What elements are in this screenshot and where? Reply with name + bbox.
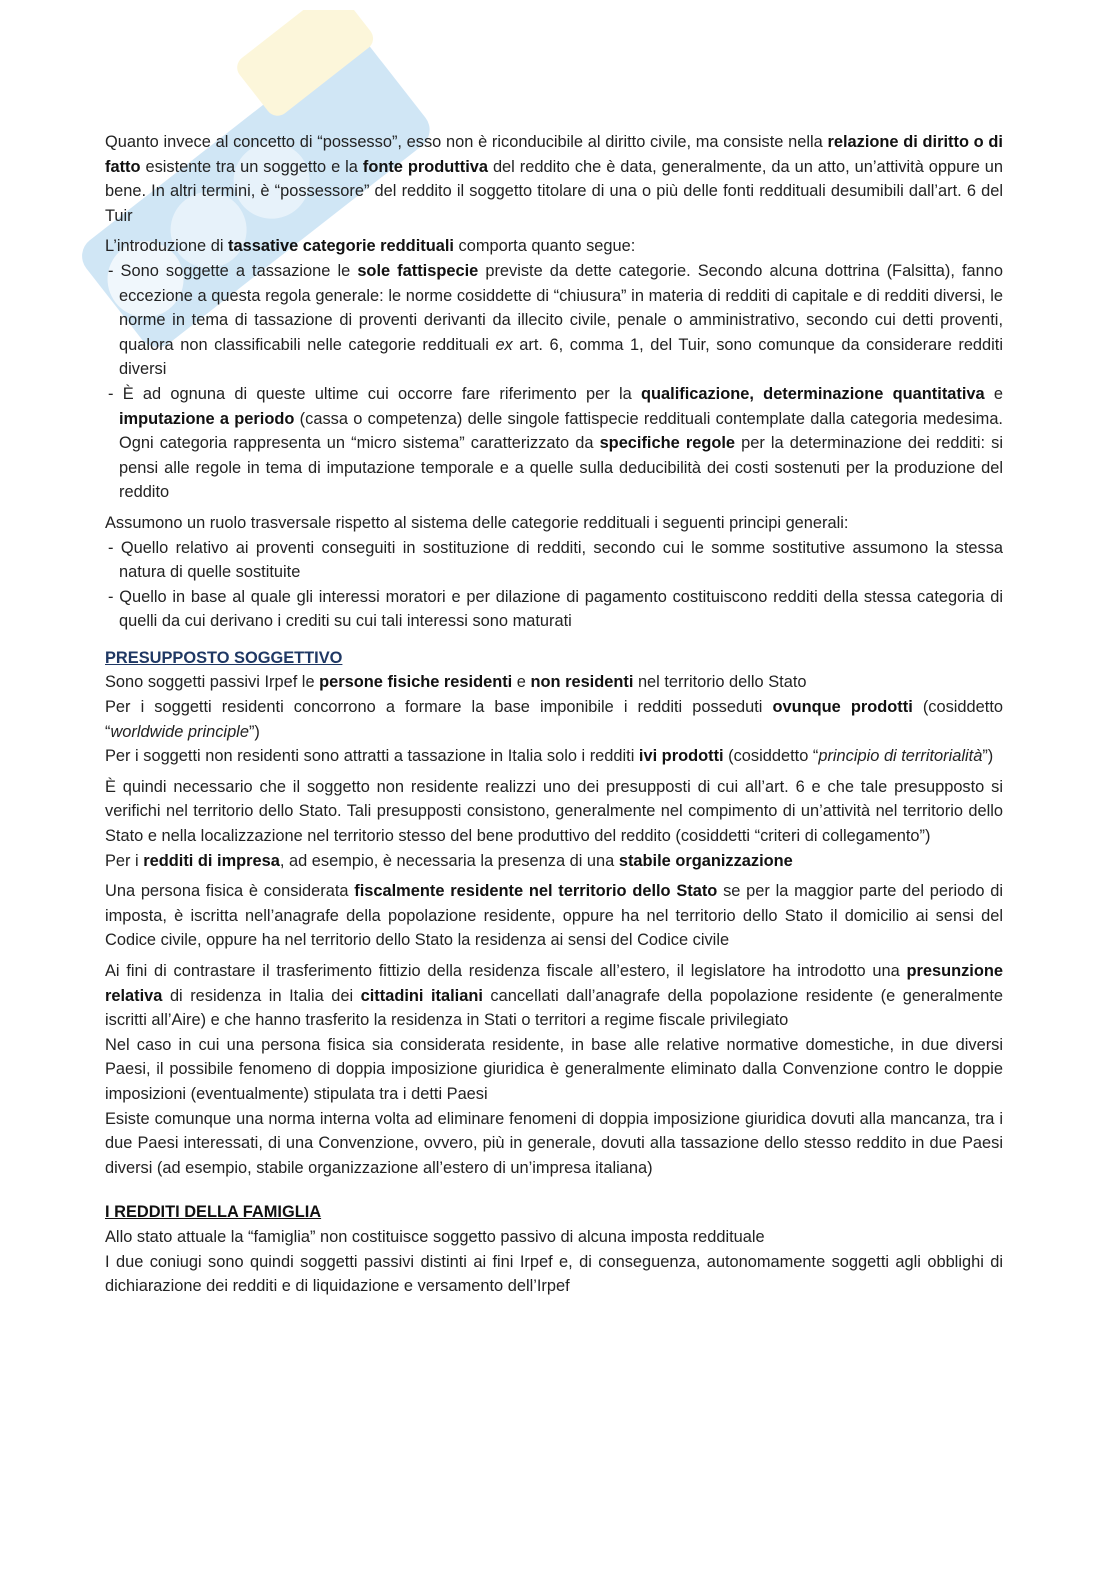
paragraph-possesso: Quanto invece al concetto di “possesso”, esso non è riconducibile al diritto civile, ma consiste nella relazione di diritto o di fatto esistente tra un soggetto e la fonte produttiva del reddito che è data, generalmente, da un atto, un’attività oppure un bene. In altri termini, è “possessore” del reddito il soggetto titolare di una o più delle fonti reddituali desumibili dall’art. 6 del Tuir [105, 133, 1003, 225]
paragraph-famiglia: Allo stato attuale la “famiglia” non costituisce soggetto passivo di alcuna imposta reddituale [105, 1227, 765, 1246]
paragraph-redditi-impresa: Per i redditi di impresa, ad esempio, è necessaria la presenza di una stabile organizzazione [105, 851, 793, 870]
list-item: - Sono soggette a tassazione le sole fattispecie previste da dette categorie. Secondo alcuna dottrina (Falsitta), fanno eccezione a questa regola generale: le norme cosiddette di “chiusura” in materia di redditi di capitale e di redditi diversi, le norme in tema di tassazione di proventi derivanti da illecito civile, penale o amministrativo, secondo cui detti proventi, qualora non classificabili nelle categorie reddituali ex art. 6, comma 1, del Tuir, sono comunque da considerare redditi diversi [105, 259, 1003, 382]
paragraph-residenti: Per i soggetti residenti concorrono a formare la base imponibile i redditi posseduti ovunque prodotti (cosiddetto “worldwide principle”) [105, 698, 1004, 741]
list-item: - Quello relativo ai proventi conseguiti in sostituzione di redditi, secondo cui le somme sostitutive assumono la stessa natura di quelle sostituite [105, 536, 1003, 585]
section-heading-redditi-famiglia: I REDDITI DELLA FAMIGLIA [105, 1203, 322, 1222]
paragraph-residenza-fiscale: Una persona fisica è considerata fiscalmente residente nel territorio dello Stato se per la maggior parte del periodo di imposta, è iscritta nell’anagrafe della popolazione residente, oppure ha nel territorio dello Stato il domicilio ai sensi del Codice civile, oppure ha nel territorio dello Stato la residenza ai sensi del Codice civile [105, 882, 1003, 950]
watermark-shape [232, 10, 378, 121]
paragraph-norma-interna: Esiste comunque una norma interna volta ad eliminare fenomeni di doppia imposizione giuridica dovuti alla mancanza, tra i due Paesi interessati, di una Convenzione, ovvero, più in generale, dovuti alla tassazione dello stesso reddito in due Paesi diversi (ad esempio, stabile organizzazione all’estero di un’impresa italiana) [105, 1109, 1003, 1177]
document-page [105, 130, 1003, 1299]
paragraph-doppia-residenza: Nel caso in cui una persona fisica sia considerata residente, in base alle relative normative domestiche, in due diversi Paesi, il possibile fenomeno di doppia imposizione giuridica è generalmente eliminato dalla Convenzione contro le doppie imposizioni (eventualmente) stipulata tra i detti Paesi [105, 1035, 1003, 1103]
list-item: - Quello in base al quale gli interessi moratori e per dilazione di pagamento costituiscono redditi della stessa categoria di quelli da cui derivano i crediti su cui tali interessi sono maturati [105, 585, 1003, 634]
section-heading-presupposto-soggettivo: PRESUPPOSTO SOGGETTIVO [105, 648, 343, 667]
paragraph-coniugi: I due coniugi sono quindi soggetti passivi distinti ai fini Irpef e, di conseguenza, autonomamente soggetti agli obblighi di dichiarazione dei redditi e di liquidazione e versamento dell’Irpef [105, 1252, 1003, 1296]
list-categorie-effects [105, 259, 1003, 505]
paragraph-non-residenti: Per i soggetti non residenti sono attratti a tassazione in Italia solo i redditi ivi prodotti (cosiddetto “principio di territorialità”) [105, 747, 994, 766]
list-item: - È ad ognuna di queste ultime cui occorre fare riferimento per la qualificazione, determinazione quantitativa e imputazione a periodo (cassa o competenza) delle singole fattispecie reddituali contemplate dalla categoria medesima. Ogni categoria rappresenta un “micro sistema” caratterizzato da specifiche regole per la determinazione dei redditi: si pensi alle regole in tema di imputazione temporale e a quelle sulla deducibilità dei costi sostenuti per la produzione del reddito [105, 382, 1003, 505]
paragraph-soggetti-passivi: Sono soggetti passivi Irpef le persone fisiche residenti e non residenti nel territorio dello Stato [105, 673, 807, 692]
list-principi [105, 536, 1003, 634]
paragraph-principi-intro: Assumono un ruolo trasversale rispetto al sistema delle categorie reddituali i seguenti principi generali: [105, 513, 849, 532]
paragraph-presunzione: Ai fini di contrastare il trasferimento fittizio della residenza fiscale all’estero, il legislatore ha introdotto una presunzione relativa di residenza in Italia dei cittadini italiani cancellati dall’anagrafe della popolazione residente (e generalmente iscritti all’Aire) e che hanno trasferito la residenza in Stati o territori a regime fiscale privilegiato [105, 962, 1004, 1030]
paragraph-categorie-intro: L’introduzione di tassative categorie reddituali comporta quanto segue: [105, 237, 636, 256]
paragraph-presupposti: È quindi necessario che il soggetto non residente realizzi uno dei presupposti di cui all’art. 6 e che tale presupposto si verifichi nel territorio dello Stato. Tali presupposti consistono, generalmente nel compimento di un’attività nel territorio dello Stato e nella localizzazione nel territorio stesso del bene produttivo del reddito (cosiddetti “criteri di collegamento”) [105, 777, 1003, 846]
